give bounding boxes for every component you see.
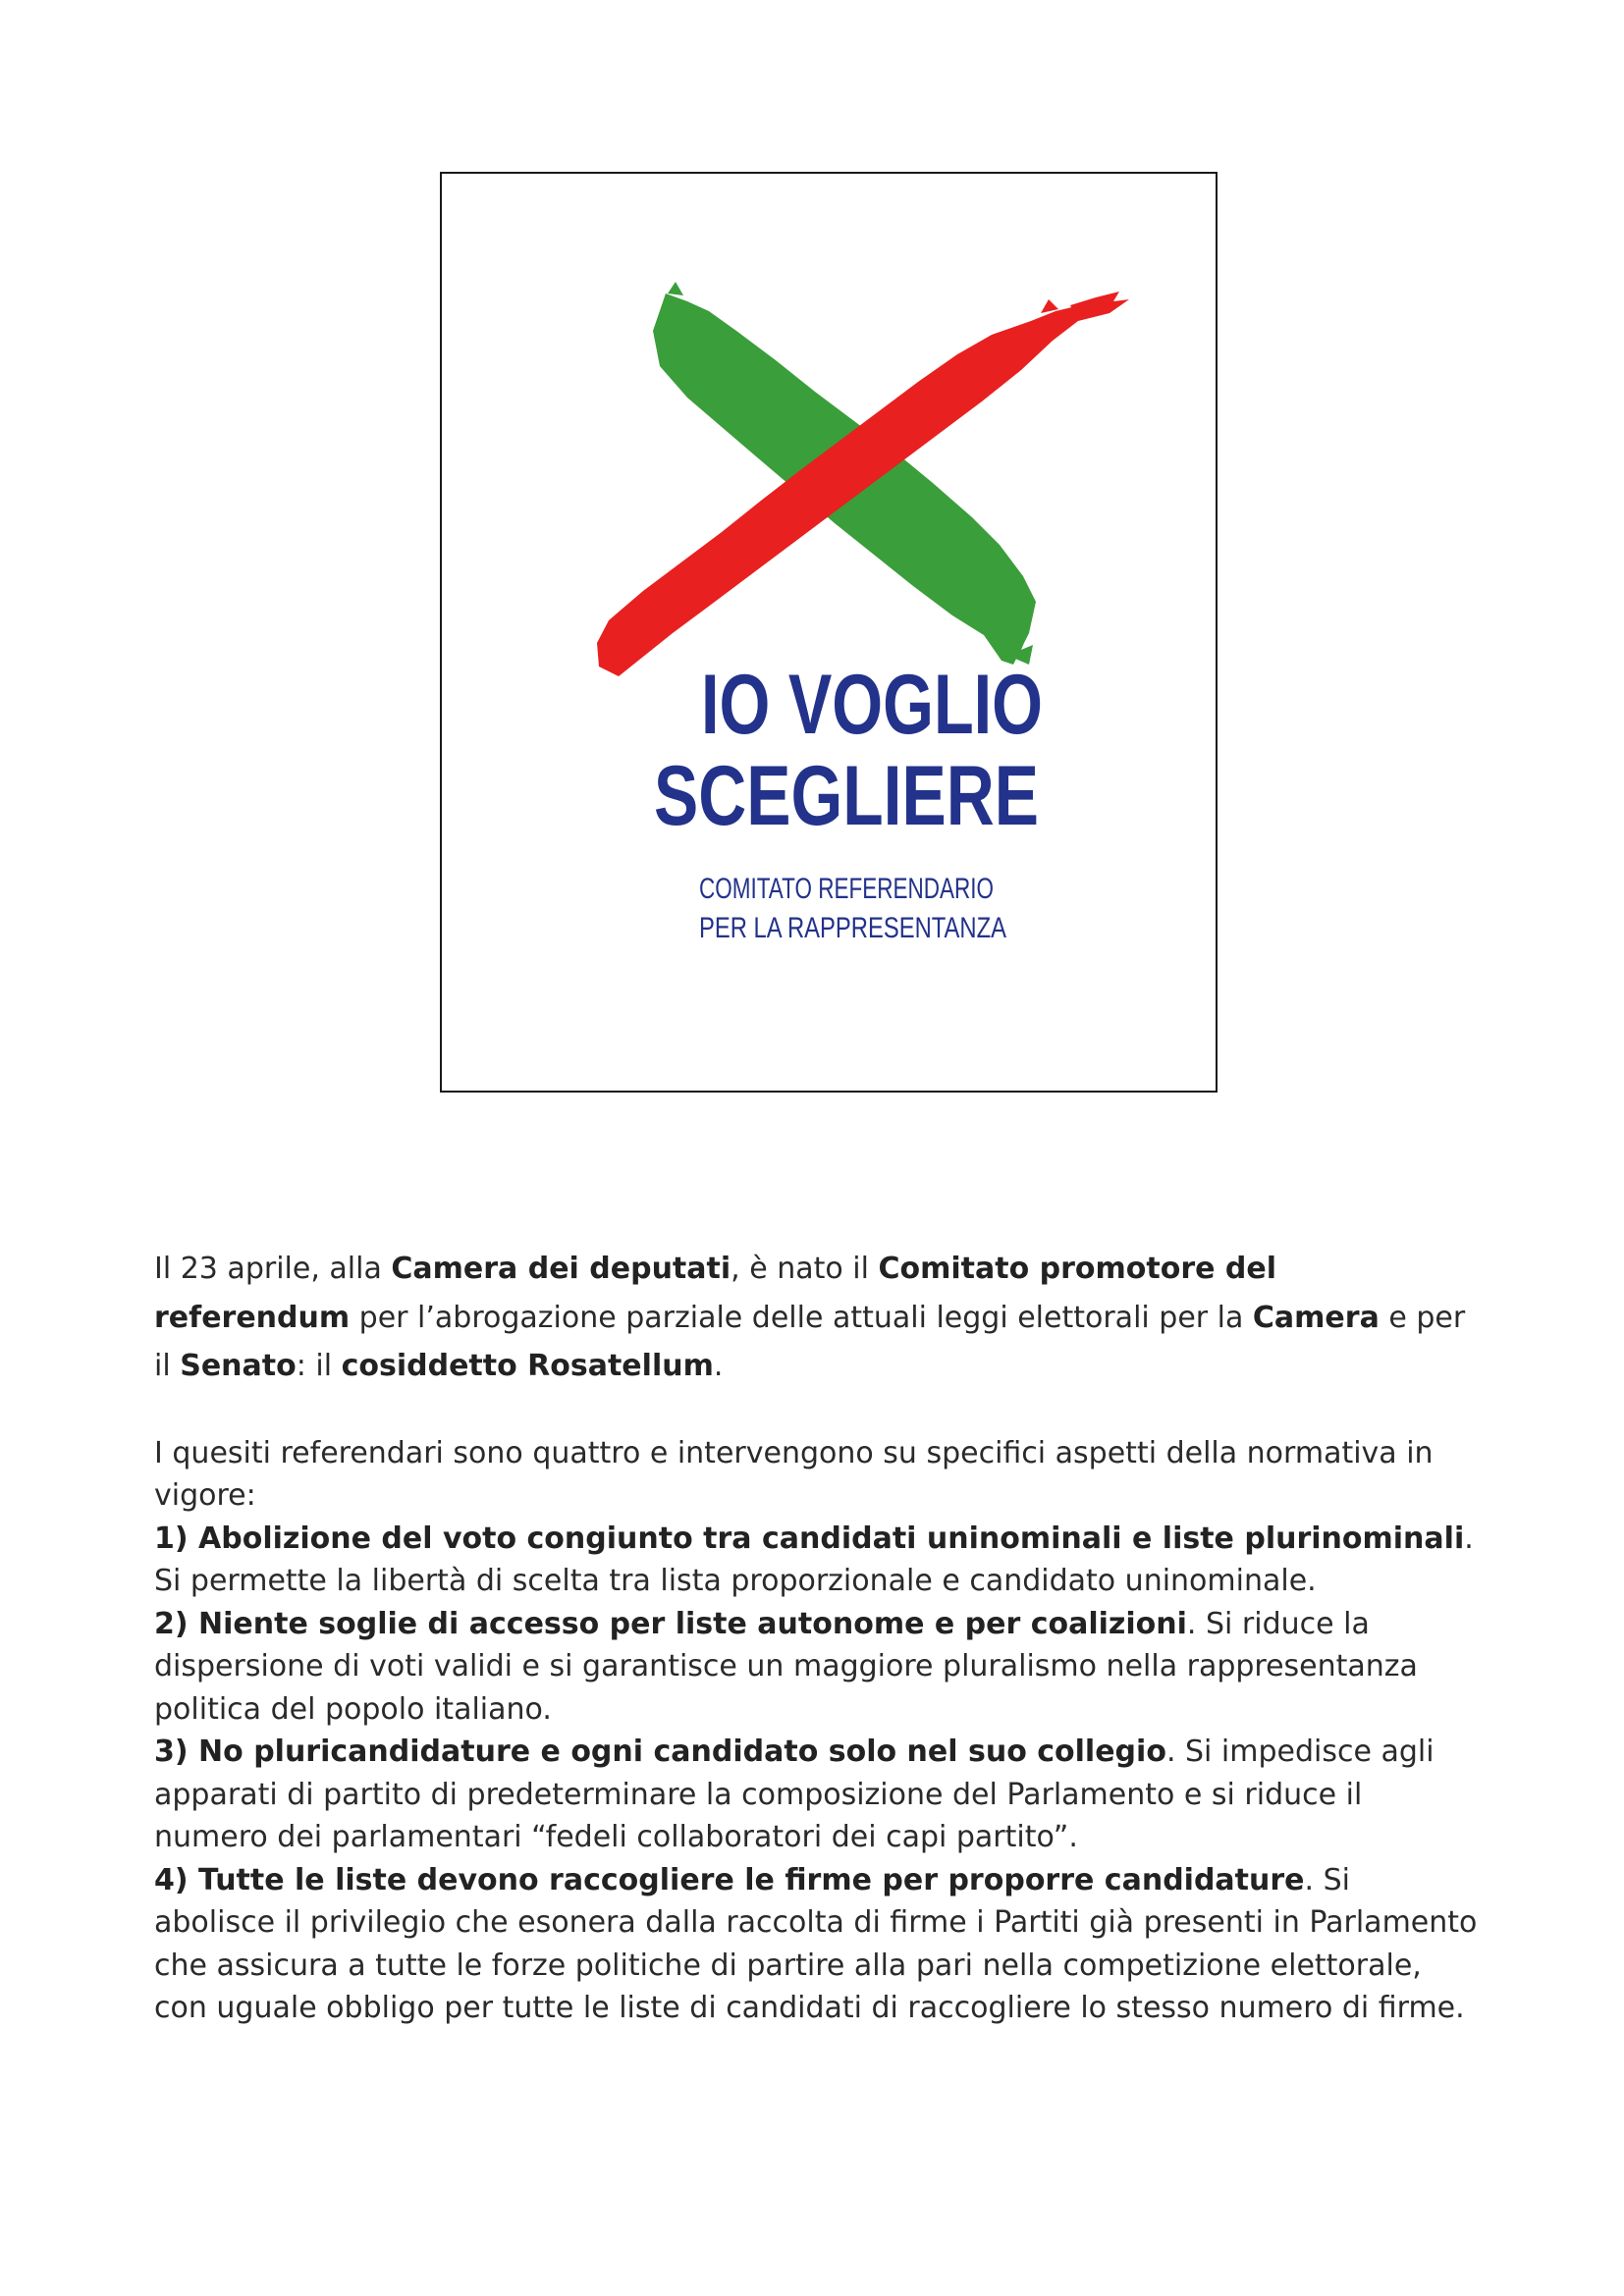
question-item [154,1859,1480,2030]
question-title: 1) Abolizione del voto congiunto tra candidati uninominali e liste plurinominali [154,1521,1465,1556]
question-item [154,1518,1480,1603]
intro-text: Il 23 aprile, alla [154,1252,392,1286]
intro-bold: Camera [1252,1300,1380,1335]
question-title: 3) No pluricandidature e ogni candidato solo nel suo collegio [154,1735,1166,1769]
intro-text: . [713,1349,724,1383]
intro-text: per l’abrogazione parziale delle attuali leggi elettorali per la [350,1300,1253,1335]
logo-subtitle-line2: PER LA RAPPRESENTANZA [699,912,1006,944]
question-text: . Si permette la libertà di scelta tra lista proporzionale e candidato uninominale. [154,1521,1474,1598]
intro-paragraph [154,1245,1480,1391]
article-body [154,1245,1480,2030]
question-text: . Si impedisce agli apparati di partito di predeterminare la composizione del Parlamento e si riduce il numero dei parlamentari “fedeli collaboratori dei capi partito”. [154,1735,1435,1854]
questions-intro: I quesiti referendari sono quattro e intervengono su specifici aspetti della normativa in vigore: [154,1435,1434,1513]
question-title: 4) Tutte le liste devono raccogliere le firme per proporre candidature [154,1862,1305,1897]
logo-frame [440,172,1218,1093]
question-title: 2) Niente soglie di accesso per liste autonome e per coalizioni [154,1606,1187,1641]
logo-title-line2: SCEGLIERE [654,749,1039,843]
question-item [154,1731,1480,1859]
logo-title-line1: IO VOGLIO [701,658,1043,752]
question-text: . Si riduce la dispersione di voti validi e si garantisce un maggiore pluralismo nella rappresentanza politica del popolo italiano. [154,1606,1418,1727]
intro-bold: cosiddetto Rosatellum [341,1349,714,1383]
question-text: . Si abolisce il privilegio che esonera dalla raccolta di firme i Partiti già presenti in Parlamento che assicura a tutte le forze politiche di partire alla pari nella competizione elettorale, con uguale obbligo per tutte le liste di candidati di raccogliere lo stesso numero di firme. [154,1862,1478,2025]
intro-text: , è nato il [731,1252,879,1286]
intro-text: e per il [154,1300,1466,1383]
intro-bold: Comitato promotore del referendum [154,1252,1277,1335]
intro-bold: Camera dei deputati [391,1252,731,1286]
intro-bold: Senato [180,1349,297,1383]
question-item [154,1603,1480,1732]
logo-subtitle-line1: COMITATO REFERENDARIO [699,873,994,905]
intro-text: : il [296,1349,342,1383]
io-voglio-scegliere-logo [442,174,1216,1091]
